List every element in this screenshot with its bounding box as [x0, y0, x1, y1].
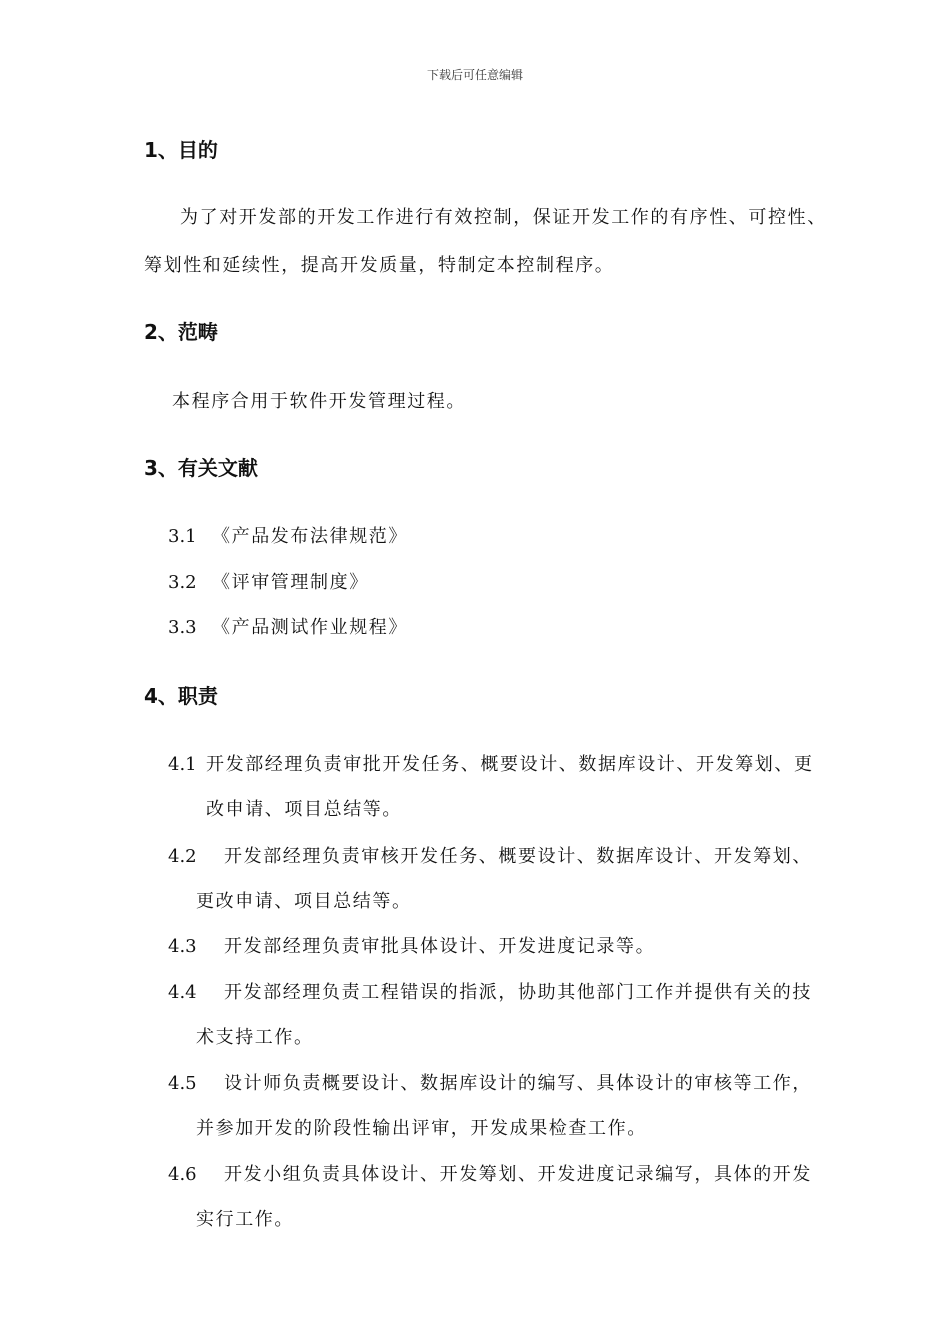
duty-number: 4.6 — [168, 1164, 197, 1185]
reference-number: 3.1 — [168, 526, 197, 547]
duty-text: 设计师负责概要设计、数据库设计的编写、具体设计的审核等工作， — [224, 1073, 812, 1094]
reference-number: 3.2 — [168, 572, 197, 593]
duty-item-line-1 — [168, 981, 812, 1005]
reference-item — [168, 525, 408, 549]
page-header: 下载后可任意编辑 — [426, 68, 523, 82]
duty-item-line-1 — [168, 845, 812, 869]
duty-number: 4.2 — [168, 846, 197, 867]
duty-text: 开发部经理负责审核开发任务、概要设计、数据库设计、开发筹划、 — [224, 846, 812, 867]
duty-text: 开发部经理负责工程错误的指派，协助其他部门工作并提供有关的技 — [224, 982, 812, 1003]
duty-text: 开发部经理负责审批具体设计、开发进度记录等。 — [224, 936, 656, 957]
reference-title: 《评审管理制度》 — [212, 572, 369, 593]
duty-item-line-1 — [168, 1072, 812, 1096]
duty-item-line-2: 实行工作。 — [196, 1209, 294, 1230]
scope-paragraph: 本程序合用于软件开发管理过程。 — [172, 391, 466, 412]
duty-item-line-2: 术支持工作。 — [196, 1027, 314, 1048]
duty-number: 4.5 — [168, 1073, 197, 1094]
duty-text: 开发小组负责具体设计、开发筹划、开发进度记录编写，具体的开发 — [224, 1164, 812, 1185]
duty-item-line-1 — [168, 1163, 812, 1187]
duty-number: 4.3 — [168, 936, 197, 957]
duty-item-line-2: 改申请、项目总结等。 — [206, 799, 402, 820]
purpose-paragraph-line-2: 筹划性和延续性，提高开发质量，特制定本控制程序。 — [144, 255, 615, 276]
duty-number: 4.1 — [168, 754, 197, 775]
duty-text: 开发部经理负责审批开发任务、概要设计、数据库设计、开发筹划、更 — [206, 754, 814, 775]
duty-item-line-2: 更改申请、项目总结等。 — [196, 891, 412, 912]
reference-item — [168, 616, 408, 640]
section-heading-purpose: 1、目的 — [144, 138, 218, 162]
duty-number: 4.4 — [168, 982, 197, 1003]
reference-item — [168, 571, 369, 595]
duty-item-line-1 — [168, 935, 655, 959]
purpose-paragraph-line-1: 为了对开发部的开发工作进行有效控制，保证开发工作的有序性、可控性、 — [180, 207, 827, 228]
section-heading-duties: 4、职责 — [144, 684, 218, 708]
reference-title: 《产品发布法律规范》 — [212, 526, 408, 547]
reference-number: 3.3 — [168, 617, 197, 638]
reference-title: 《产品测试作业规程》 — [212, 617, 408, 638]
section-heading-references: 3、有关文献 — [144, 456, 258, 480]
duty-item-line-2: 并参加开发的阶段性输出评审，开发成果检查工作。 — [196, 1118, 647, 1139]
duty-item-line-1 — [168, 753, 814, 777]
section-heading-scope: 2、范畴 — [144, 320, 218, 344]
